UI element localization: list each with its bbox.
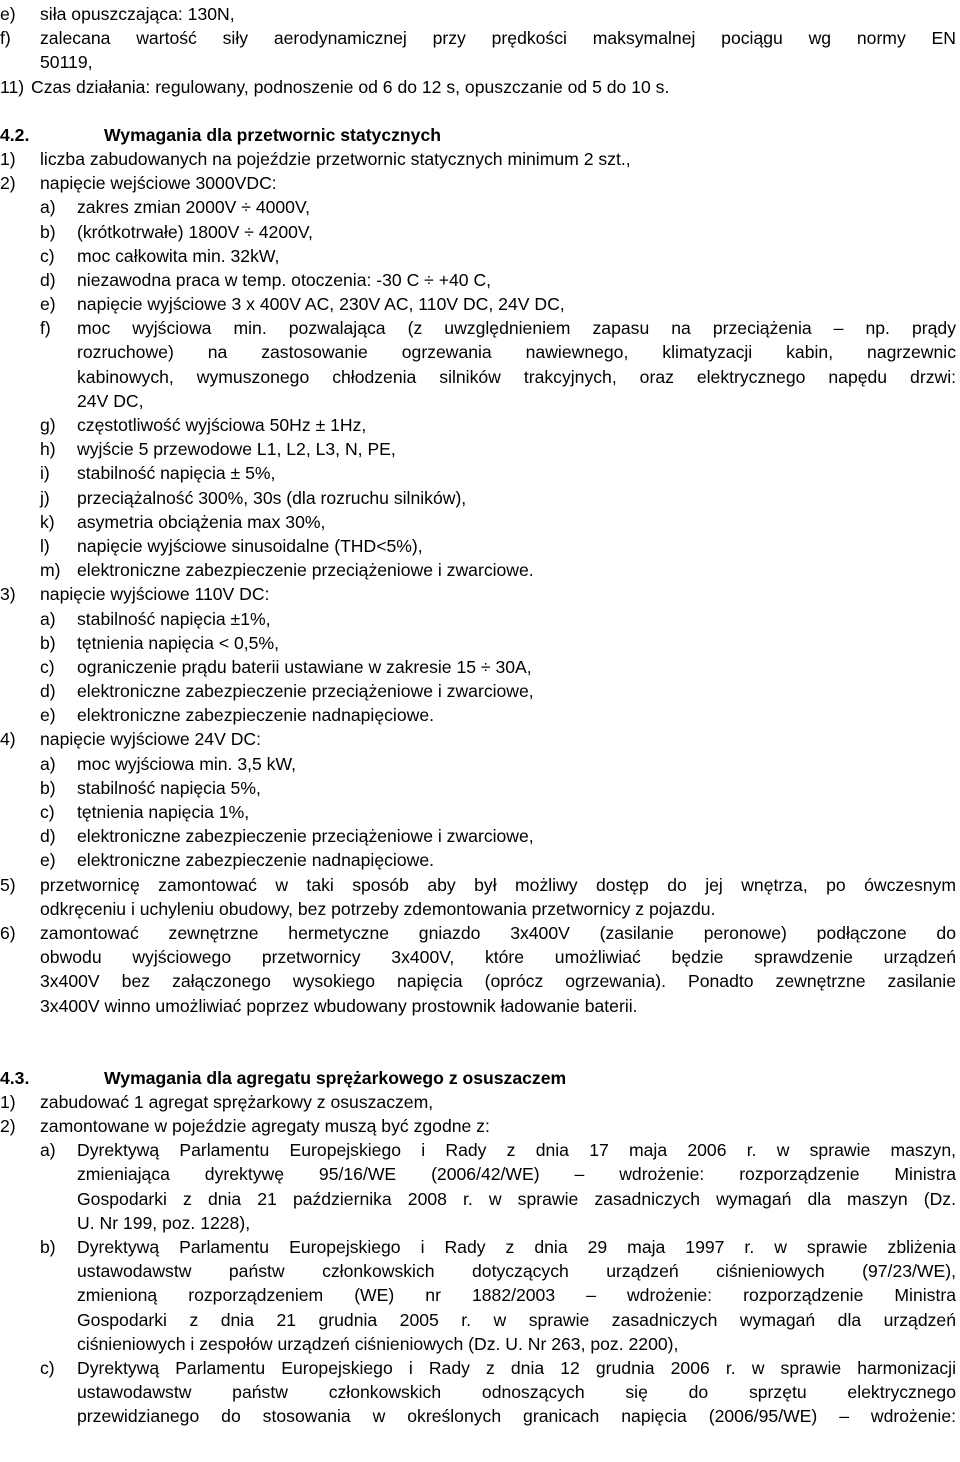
item-text: Dyrektywą Parlamentu Europejskiego i Rady z dnia 17 maja 2006 r. w sprawie maszyn, — [77, 1140, 956, 1161]
list-item — [0, 437, 958, 461]
item-marker: a) — [40, 1140, 56, 1161]
list-item — [0, 510, 958, 534]
item-text: odkręceniu i uchyleniu obudowy, bez potrzeby zdemontowania przetwornicy z pojazdu. — [40, 898, 716, 919]
list-item — [0, 679, 958, 703]
list-item — [0, 389, 958, 413]
list-item — [0, 50, 958, 74]
list-item — [0, 1162, 958, 1186]
list-item — [0, 1308, 958, 1332]
item-text: zakres zmian 2000V ÷ 4000V, — [77, 197, 310, 218]
list-item — [0, 582, 958, 606]
section-heading — [0, 1066, 958, 1090]
list-item — [0, 921, 958, 945]
item-text: napięcie wyjściowe sinusoidalne (THD<5%), — [77, 535, 423, 556]
item-text: zmienioną rozporządzeniem (WE) nr 1882/2003 – wdrożenie: rozporządzenie Ministra — [77, 1285, 956, 1306]
item-text: 3x400V winno umożliwiać poprzez wbudowany prostownik ładowanie baterii. — [40, 995, 638, 1016]
item-text: 50119, — [40, 52, 93, 73]
item-marker: f) — [0, 28, 11, 49]
item-marker: d) — [40, 681, 56, 702]
list-item — [0, 1187, 958, 1211]
item-marker: 5) — [0, 874, 16, 895]
item-text: elektroniczne zabezpieczenie przeciążeniowe i zwarciowe. — [77, 560, 534, 581]
list-item — [0, 365, 958, 389]
item-text: ustawodawstw państw członkowskich odnoszących się do sprzętu elektrycznego — [77, 1382, 956, 1403]
item-text: przeciążalność 300%, 30s (dla rozruchu silników), — [77, 487, 467, 508]
list-item — [0, 1211, 958, 1235]
item-text: zabudować 1 agregat sprężarkowy z osuszaczem, — [40, 1091, 434, 1112]
list-item — [0, 1332, 958, 1356]
document-page — [0, 2, 958, 1429]
item-marker: c) — [40, 656, 55, 677]
item-marker: 2) — [0, 1116, 16, 1137]
item-marker: i) — [40, 463, 50, 484]
item-text: zmieniająca dyrektywę 95/16/WE (2006/42/WE) – wdrożenie: rozporządzenie Ministra — [77, 1164, 956, 1185]
list-item — [0, 703, 958, 727]
blank-line — [0, 1018, 958, 1042]
list-item — [0, 26, 958, 50]
item-marker: 3) — [0, 584, 16, 605]
item-marker: c) — [40, 1357, 55, 1378]
item-text: 3x400V bez załączonego wysokiego napięcia (oprócz ogrzewania). Ponadto zewnętrzne zasilanie — [40, 971, 956, 992]
item-marker: b) — [40, 1237, 56, 1257]
item-marker: g) — [40, 415, 56, 435]
list-item — [0, 244, 958, 268]
list-item — [0, 75, 958, 99]
list-item — [0, 340, 958, 364]
item-marker: 1) — [0, 1091, 16, 1112]
item-text: 24V DC, — [77, 390, 144, 411]
list-item — [0, 147, 958, 171]
item-text: tętnienia napięcia < 0,5%, — [77, 632, 279, 653]
list-item — [0, 1283, 958, 1307]
list-item — [0, 727, 958, 751]
list-item — [0, 776, 958, 800]
item-text: Wymagania dla przetwornic statycznych — [104, 124, 441, 145]
item-text: Dyrektywą Parlamentu Europejskiego i Rady z dnia 12 grudnia 2006 r. w sprawie harmonizacji — [77, 1357, 956, 1378]
list-item — [0, 752, 958, 776]
list-item — [0, 897, 958, 921]
item-marker: 2) — [0, 173, 16, 194]
section-heading — [0, 123, 958, 147]
item-marker: c) — [40, 245, 55, 266]
list-item — [0, 558, 958, 582]
list-item — [0, 824, 958, 848]
item-text: elektroniczne zabezpieczenie nadnapięciowe. — [77, 850, 434, 871]
list-item — [0, 292, 958, 316]
item-marker: b) — [40, 632, 56, 653]
item-marker: d) — [40, 826, 56, 847]
item-text: zalecana wartość siły aerodynamicznej przy prędkości maksymalnej pociągu wg normy EN — [40, 28, 956, 49]
list-item — [0, 873, 958, 897]
item-text: obwodu wyjściowego przetwornicy 3x400V, które umożliwiać będzie sprawdzenie urządzeń — [40, 947, 956, 968]
item-text: napięcie wyjściowe 110V DC: — [40, 584, 270, 605]
list-item — [0, 848, 958, 872]
item-text: Wymagania dla agregatu sprężarkowego z osuszaczem — [104, 1067, 567, 1088]
item-marker: 1) — [0, 148, 16, 169]
item-text: moc całkowita min. 32kW, — [77, 245, 280, 266]
list-item — [0, 1090, 958, 1114]
item-marker: a) — [40, 608, 56, 629]
item-text: elektroniczne zabezpieczenie nadnapięciowe. — [77, 705, 434, 726]
item-text: stabilność napięcia 5%, — [77, 777, 261, 798]
list-item — [0, 655, 958, 679]
list-item — [0, 1138, 958, 1162]
list-item — [0, 316, 958, 340]
item-marker: c) — [40, 802, 55, 822]
item-text: stabilność napięcia ±1%, — [77, 608, 271, 629]
list-item — [0, 534, 958, 558]
item-marker: 11) — [0, 76, 25, 97]
list-item — [0, 1404, 958, 1428]
item-marker: b) — [40, 777, 56, 798]
item-text: rozruchowe) na zastosowanie ogrzewania nawiewnego, klimatyzacji kabin, nagrzewnic — [77, 342, 956, 363]
blank-line — [0, 1042, 958, 1066]
list-item — [0, 1114, 958, 1138]
item-marker: e) — [40, 850, 56, 871]
list-item — [0, 945, 958, 969]
item-marker: b) — [40, 221, 56, 242]
item-text: wyjście 5 przewodowe L1, L2, L3, N, PE, — [77, 439, 396, 460]
item-text: moc wyjściowa min. 3,5 kW, — [77, 753, 296, 774]
item-text: siła opuszczająca: 130N, — [40, 4, 235, 24]
list-item — [0, 1356, 958, 1380]
item-text: Gospodarki z dnia 21 października 2008 r. w sprawie zasadniczych wymagań dla maszyn (Dz. — [77, 1188, 956, 1209]
list-item — [0, 607, 958, 631]
item-marker: e) — [40, 294, 56, 315]
item-marker: e) — [40, 705, 56, 726]
item-text: częstotliwość wyjściowa 50Hz ± 1Hz, — [77, 415, 367, 435]
item-text: zamontować zewnętrzne hermetyczne gniazdo 3x400V (zasilanie peronowe) podłączone do — [40, 922, 956, 943]
item-text: tętnienia napięcia 1%, — [77, 802, 250, 822]
item-text: zamontowane w pojeździe agregaty muszą być zgodne z: — [40, 1116, 490, 1137]
item-text: niezawodna praca w temp. otoczenia: -30 C ÷ +40 C, — [77, 269, 492, 290]
item-text: kabinowych, wymuszonego chłodzenia silników trakcyjnych, oraz elektrycznego napędu drzwi: — [77, 366, 956, 387]
list-item — [0, 2, 958, 26]
item-marker: a) — [40, 197, 56, 218]
item-marker: 4.2. — [0, 124, 30, 145]
list-item — [0, 1380, 958, 1404]
item-text: elektroniczne zabezpieczenie przeciążeniowe i zwarciowe, — [77, 681, 534, 702]
item-text: napięcie wyjściowe 3 x 400V AC, 230V AC, 110V DC, 24V DC, — [77, 294, 565, 315]
item-marker: j) — [40, 487, 50, 508]
item-marker: f) — [40, 318, 51, 339]
item-text: elektroniczne zabezpieczenie przeciążeniowe i zwarciowe, — [77, 826, 534, 847]
list-item — [0, 631, 958, 655]
blank-line — [0, 99, 958, 123]
item-text: przewidzianego do stosowania w określonych granicach napięcia (2006/95/WE) – wdrożenie: — [77, 1406, 956, 1427]
item-text: Dyrektywą Parlamentu Europejskiego i Rady z dnia 29 maja 1997 r. w sprawie zbliżenia — [77, 1237, 956, 1257]
item-text: stabilność napięcia ± 5%, — [77, 463, 276, 484]
item-marker: h) — [40, 439, 56, 460]
item-text: ustawodawstw państw członkowskich dotyczących urządzeń ciśnieniowych (97/23/WE), — [77, 1261, 956, 1282]
item-text: Gospodarki z dnia 21 grudnia 2005 r. w sprawie zasadniczych wymagań dla urządzeń — [77, 1309, 956, 1330]
item-text: (krótkotrwałe) 1800V ÷ 4200V, — [77, 221, 313, 242]
item-text: ciśnieniowych i zespołów urządzeń ciśnieniowych (Dz. U. Nr 263, poz. 2200), — [77, 1333, 679, 1354]
item-text: moc wyjściowa min. pozwalająca (z uwzględnieniem zapasu na przeciążenia – np. prądy — [77, 318, 956, 339]
list-item — [0, 195, 958, 219]
list-item — [0, 413, 958, 437]
item-marker: k) — [40, 511, 55, 532]
item-text: ograniczenie prądu baterii ustawiane w zakresie 15 ÷ 30A, — [77, 656, 532, 677]
item-marker: m) — [40, 560, 61, 581]
list-item — [0, 1259, 958, 1283]
item-text: napięcie wejściowe 3000VDC: — [40, 173, 277, 194]
item-marker: 4.3. — [0, 1067, 30, 1088]
list-item — [0, 220, 958, 244]
item-text: asymetria obciążenia max 30%, — [77, 511, 326, 532]
list-item — [0, 486, 958, 510]
list-item — [0, 994, 958, 1018]
item-text: napięcie wyjściowe 24V DC: — [40, 729, 261, 750]
item-marker: d) — [40, 269, 56, 290]
list-item — [0, 461, 958, 485]
item-marker: a) — [40, 753, 56, 774]
list-item — [0, 969, 958, 993]
item-marker: 4) — [0, 729, 16, 750]
item-marker: e) — [0, 4, 16, 24]
item-marker: l) — [40, 535, 50, 556]
item-text: przetwornicę zamontować w taki sposób aby był możliwy dostęp do jej wnętrza, po ówczesnym — [40, 874, 956, 895]
list-item — [0, 171, 958, 195]
item-marker: 6) — [0, 922, 16, 943]
item-text: Czas działania: regulowany, podnoszenie od 6 do 12 s, opuszczanie od 5 do 10 s. — [31, 76, 670, 97]
item-text: liczba zabudowanych na pojeździe przetwornic statycznych minimum 2 szt., — [40, 148, 631, 169]
list-item — [0, 268, 958, 292]
list-item — [0, 800, 958, 824]
list-item — [0, 1235, 958, 1259]
item-text: U. Nr 199, poz. 1228), — [77, 1212, 251, 1233]
